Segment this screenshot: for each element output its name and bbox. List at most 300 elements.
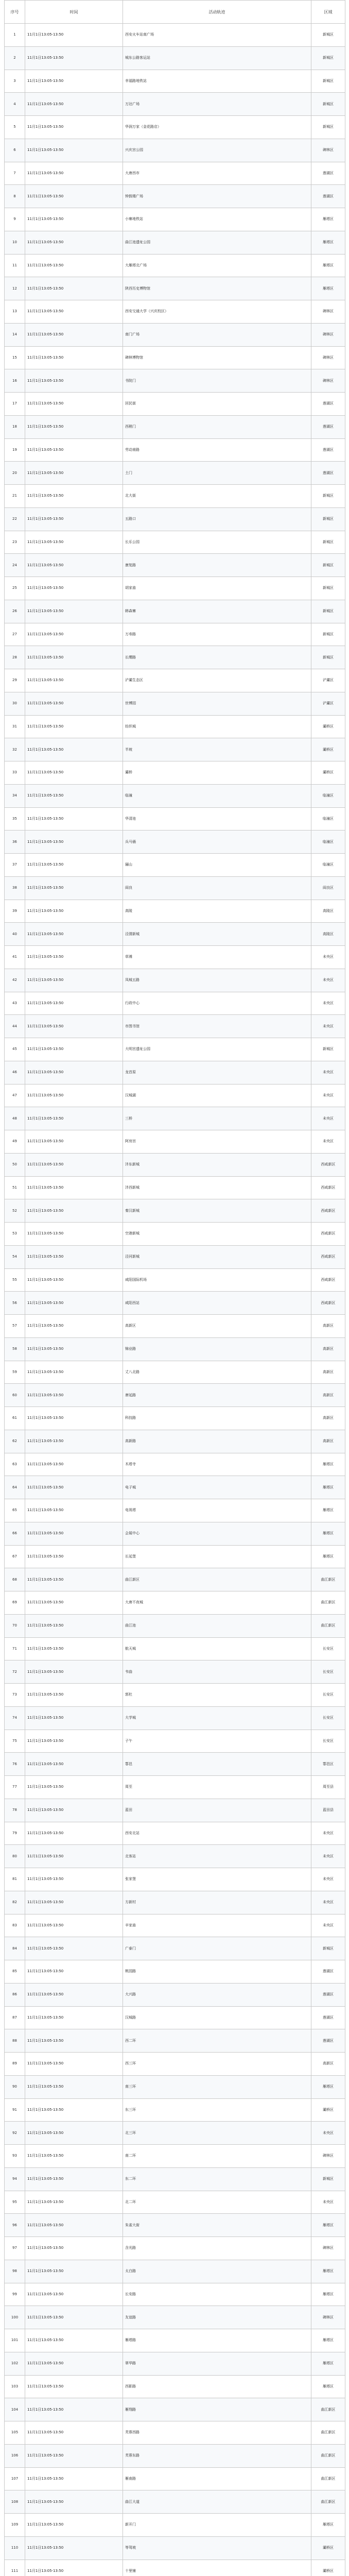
cell-trajectory: 大兴路	[123, 1983, 311, 2006]
table-row	[5, 992, 345, 1015]
cell-time: 11月1日13:05-13:50	[25, 2237, 123, 2260]
table-row	[5, 46, 345, 70]
cell-district: 雁塔区	[311, 2375, 345, 2398]
table-row	[5, 1223, 345, 1246]
cell-index: 32	[5, 738, 25, 761]
cell-time: 11月1日13:05-13:50	[25, 1430, 123, 1453]
table-row	[5, 923, 345, 946]
table-row	[5, 185, 345, 208]
cell-index: 98	[5, 2260, 25, 2283]
cell-trajectory: 西安北站	[123, 1822, 311, 1845]
cell-index: 99	[5, 2283, 25, 2306]
table-row	[5, 600, 345, 623]
cell-index: 111	[5, 2560, 25, 2576]
cell-trajectory: 长缨路	[123, 646, 311, 669]
cell-index: 86	[5, 1983, 25, 2006]
cell-trajectory: 幸福路地铁站	[123, 70, 311, 93]
table-row	[5, 900, 345, 923]
cell-district: 新城区	[311, 600, 345, 623]
cell-trajectory: 南三环	[123, 2075, 311, 2098]
cell-time: 11月1日13:05-13:50	[25, 346, 123, 369]
cell-index: 25	[5, 577, 25, 600]
cell-district: 碑林区	[311, 2306, 345, 2329]
cell-index: 38	[5, 876, 25, 900]
table-row	[5, 1614, 345, 1637]
table-row	[5, 854, 345, 877]
cell-index: 29	[5, 669, 25, 692]
cell-district: 高新区	[311, 1430, 345, 1453]
cell-time: 11月1日13:05-13:50	[25, 208, 123, 231]
cell-index: 85	[5, 1960, 25, 1984]
cell-trajectory: 临潼	[123, 784, 311, 807]
cell-trajectory: 万达广场	[123, 93, 311, 116]
cell-time: 11月1日13:05-13:50	[25, 1384, 123, 1407]
cell-district: 高新区	[311, 2053, 345, 2076]
cell-trajectory: 曲江池	[123, 1614, 311, 1637]
cell-trajectory: 高新区	[123, 1315, 311, 1338]
cell-time: 11月1日13:05-13:50	[25, 946, 123, 969]
cell-district: 未央区	[311, 1084, 345, 1107]
table-row	[5, 393, 345, 416]
cell-trajectory: 友谊路	[123, 2306, 311, 2329]
table-row	[5, 1706, 345, 1730]
cell-index: 101	[5, 2329, 25, 2352]
cell-district: 雁塔区	[311, 2075, 345, 2098]
cell-index: 41	[5, 946, 25, 969]
table-row	[5, 162, 345, 185]
table-row	[5, 2514, 345, 2537]
cell-time: 11月1日13:05-13:50	[25, 623, 123, 646]
table-row	[5, 1845, 345, 1868]
cell-district: 曲江新区	[311, 2421, 345, 2445]
cell-time: 11月1日13:05-13:50	[25, 185, 123, 208]
table-row	[5, 346, 345, 369]
cell-index: 76	[5, 1753, 25, 1776]
cell-time: 11月1日13:05-13:50	[25, 1660, 123, 1684]
cell-district: 临潼区	[311, 784, 345, 807]
table-row	[5, 831, 345, 854]
cell-trajectory: 韦曲	[123, 1660, 311, 1684]
cell-time: 11月1日13:05-13:50	[25, 784, 123, 807]
cell-district: 碑林区	[311, 139, 345, 162]
cell-district: 高陵区	[311, 900, 345, 923]
table-row	[5, 2398, 345, 2421]
cell-district: 未央区	[311, 1891, 345, 1914]
cell-time: 11月1日13:05-13:50	[25, 2514, 123, 2537]
cell-trajectory: 翠华路	[123, 2352, 311, 2375]
cell-time: 11月1日13:05-13:50	[25, 2145, 123, 2168]
table-row	[5, 1038, 345, 1061]
cell-trajectory: 大学城	[123, 1706, 311, 1730]
cell-time: 11月1日13:05-13:50	[25, 2029, 123, 2053]
cell-time: 11月1日13:05-13:50	[25, 162, 123, 185]
cell-district: 西咸新区	[311, 1245, 345, 1268]
cell-index: 52	[5, 1199, 25, 1223]
cell-district: 西咸新区	[311, 1223, 345, 1246]
cell-district: 雁塔区	[311, 1522, 345, 1545]
cell-district: 曲江新区	[311, 1591, 345, 1615]
cell-index: 17	[5, 393, 25, 416]
cell-index: 28	[5, 646, 25, 669]
table-row	[5, 231, 345, 254]
table-row	[5, 139, 345, 162]
cell-district: 未央区	[311, 1015, 345, 1038]
cell-district: 新城区	[311, 531, 345, 554]
cell-index: 21	[5, 485, 25, 508]
cell-time: 11月1日13:05-13:50	[25, 577, 123, 600]
cell-district: 西咸新区	[311, 1176, 345, 1199]
cell-index: 33	[5, 761, 25, 785]
cell-time: 11月1日13:05-13:50	[25, 1337, 123, 1361]
cell-district: 未央区	[311, 992, 345, 1015]
cell-district: 西咸新区	[311, 1199, 345, 1223]
cell-trajectory: 西稍门	[123, 415, 311, 438]
cell-district: 曲江新区	[311, 2444, 345, 2467]
cell-time: 11月1日13:05-13:50	[25, 1983, 123, 2006]
cell-trajectory: 北三环	[123, 2122, 311, 2145]
cell-index: 59	[5, 1361, 25, 1384]
cell-time: 11月1日13:05-13:50	[25, 116, 123, 139]
cell-trajectory: 五路口	[123, 507, 311, 531]
cell-district: 莲湖区	[311, 1983, 345, 2006]
cell-time: 11月1日13:05-13:50	[25, 1614, 123, 1637]
cell-time: 11月1日13:05-13:50	[25, 1730, 123, 1753]
cell-index: 67	[5, 1545, 25, 1568]
cell-district: 新城区	[311, 1937, 345, 1960]
cell-trajectory: 市图书馆	[123, 1015, 311, 1038]
cell-trajectory: 电视塔	[123, 1499, 311, 1522]
cell-trajectory: 大明宫遗址公园	[123, 1038, 311, 1061]
cell-district: 高陵区	[311, 923, 345, 946]
cell-trajectory: 长乐公园	[123, 531, 311, 554]
table-row	[5, 1822, 345, 1845]
cell-trajectory: 新开门	[123, 2514, 311, 2537]
cell-time: 11月1日13:05-13:50	[25, 2398, 123, 2421]
table-row	[5, 1868, 345, 1891]
cell-district: 高新区	[311, 1361, 345, 1384]
cell-trajectory: 兴庆宫公园	[123, 139, 311, 162]
cell-time: 11月1日13:05-13:50	[25, 992, 123, 1015]
table-row	[5, 1245, 345, 1268]
cell-index: 45	[5, 1038, 25, 1061]
cell-trajectory: 唐延路	[123, 1384, 311, 1407]
cell-time: 11月1日13:05-13:50	[25, 1545, 123, 1568]
cell-index: 11	[5, 254, 25, 277]
cell-index: 57	[5, 1315, 25, 1338]
cell-time: 11月1日13:05-13:50	[25, 24, 123, 47]
cell-index: 26	[5, 600, 25, 623]
cell-time: 11月1日13:05-13:50	[25, 1084, 123, 1107]
table-row	[5, 1476, 345, 1499]
cell-time: 11月1日13:05-13:50	[25, 2214, 123, 2237]
cell-district: 曲江新区	[311, 2398, 345, 2421]
table-row	[5, 2098, 345, 2122]
cell-trajectory: 行政中心	[123, 992, 311, 1015]
cell-index: 18	[5, 415, 25, 438]
cell-time: 11月1日13:05-13:50	[25, 876, 123, 900]
cell-index: 92	[5, 2122, 25, 2145]
table-row	[5, 715, 345, 738]
cell-time: 11月1日13:05-13:50	[25, 715, 123, 738]
cell-index: 13	[5, 300, 25, 324]
cell-trajectory: 骊山	[123, 854, 311, 877]
cell-trajectory: 西安交通大学（兴庆校区）	[123, 300, 311, 324]
cell-trajectory: 灞桥	[123, 761, 311, 785]
cell-district: 碑林区	[311, 369, 345, 393]
cell-district: 西咸新区	[311, 1268, 345, 1292]
table-row	[5, 2283, 345, 2306]
cell-time: 11月1日13:05-13:50	[25, 761, 123, 785]
table-row	[5, 761, 345, 785]
table-row	[5, 2237, 345, 2260]
cell-trajectory: 北客站	[123, 1845, 311, 1868]
cell-district: 高新区	[311, 1407, 345, 1430]
cell-trajectory: 芙蓉东路	[123, 2444, 311, 2467]
cell-time: 11月1日13:05-13:50	[25, 1223, 123, 1246]
cell-trajectory: 北大街	[123, 485, 311, 508]
cell-trajectory: 蓝田	[123, 1799, 311, 1822]
cell-time: 11月1日13:05-13:50	[25, 600, 123, 623]
table-row	[5, 1522, 345, 1545]
cell-trajectory: 曲江池遗址公园	[123, 231, 311, 254]
cell-index: 35	[5, 807, 25, 831]
table-row	[5, 1153, 345, 1176]
table-row	[5, 2444, 345, 2467]
cell-district: 灞桥区	[311, 2536, 345, 2560]
cell-index: 71	[5, 1637, 25, 1660]
cell-index: 43	[5, 992, 25, 1015]
cell-index: 106	[5, 2444, 25, 2467]
cell-index: 75	[5, 1730, 25, 1753]
cell-district: 新城区	[311, 1038, 345, 1061]
cell-district: 未央区	[311, 969, 345, 992]
cell-trajectory: 方新村	[123, 1891, 311, 1914]
cell-index: 50	[5, 1153, 25, 1176]
cell-trajectory: 龙首原	[123, 1061, 311, 1084]
cell-index: 104	[5, 2398, 25, 2421]
cell-index: 42	[5, 969, 25, 992]
table-row	[5, 2467, 345, 2490]
cell-district: 未央区	[311, 1061, 345, 1084]
cell-time: 11月1日13:05-13:50	[25, 2283, 123, 2306]
cell-time: 11月1日13:05-13:50	[25, 93, 123, 116]
cell-trajectory: 长延堡	[123, 1545, 311, 1568]
table-row	[5, 116, 345, 139]
table-row	[5, 300, 345, 324]
cell-index: 102	[5, 2352, 25, 2375]
cell-district: 长安区	[311, 1706, 345, 1730]
cell-index: 81	[5, 1868, 25, 1891]
cell-district: 曲江新区	[311, 1568, 345, 1591]
cell-district: 莲湖区	[311, 2029, 345, 2053]
table-row	[5, 554, 345, 577]
cell-time: 11月1日13:05-13:50	[25, 1292, 123, 1315]
table-row	[5, 1983, 345, 2006]
cell-district: 曲江新区	[311, 1614, 345, 1637]
cell-index: 65	[5, 1499, 25, 1522]
cell-time: 11月1日13:05-13:50	[25, 277, 123, 300]
table-row	[5, 2352, 345, 2375]
cell-index: 95	[5, 2191, 25, 2214]
cell-trajectory: 电子城	[123, 1476, 311, 1499]
cell-time: 11月1日13:05-13:50	[25, 807, 123, 831]
table-row	[5, 1430, 345, 1453]
cell-index: 82	[5, 1891, 25, 1914]
cell-index: 58	[5, 1337, 25, 1361]
cell-index: 69	[5, 1591, 25, 1615]
cell-district: 雁塔区	[311, 1499, 345, 1522]
table-row	[5, 24, 345, 47]
cell-trajectory: 汉城路	[123, 2006, 311, 2029]
cell-index: 46	[5, 1061, 25, 1084]
cell-time: 11月1日13:05-13:50	[25, 1153, 123, 1176]
table-row	[5, 2421, 345, 2445]
cell-index: 3	[5, 70, 25, 93]
cell-index: 22	[5, 507, 25, 531]
cell-trajectory: 华清池	[123, 807, 311, 831]
cell-district: 雁塔区	[311, 1545, 345, 1568]
cell-trajectory: 含光路	[123, 2237, 311, 2260]
table-row	[5, 2006, 345, 2029]
table-row	[5, 2075, 345, 2098]
cell-district: 莲湖区	[311, 2006, 345, 2029]
cell-district: 新城区	[311, 577, 345, 600]
cell-time: 11月1日13:05-13:50	[25, 1568, 123, 1591]
table-row	[5, 2145, 345, 2168]
cell-index: 48	[5, 1107, 25, 1130]
table-row	[5, 1337, 345, 1361]
cell-trajectory: 浐灞生态区	[123, 669, 311, 692]
cell-district: 高新区	[311, 1337, 345, 1361]
cell-district: 莲湖区	[311, 415, 345, 438]
cell-district: 雁塔区	[311, 254, 345, 277]
cell-time: 11月1日13:05-13:50	[25, 1637, 123, 1660]
cell-time: 11月1日13:05-13:50	[25, 2053, 123, 2076]
cell-time: 11月1日13:05-13:50	[25, 2490, 123, 2514]
cell-trajectory: 桃园路	[123, 1960, 311, 1984]
cell-district: 新城区	[311, 93, 345, 116]
cell-trajectory: 芙蓉西路	[123, 2421, 311, 2445]
cell-time: 11月1日13:05-13:50	[25, 1268, 123, 1292]
cell-trajectory: 东二环	[123, 2167, 311, 2191]
table-row	[5, 1384, 345, 1407]
table-row	[5, 2306, 345, 2329]
table-row	[5, 2375, 345, 2398]
cell-district: 碑林区	[311, 346, 345, 369]
cell-index: 80	[5, 1845, 25, 1868]
cell-district: 碑林区	[311, 2145, 345, 2168]
cell-time: 11月1日13:05-13:50	[25, 854, 123, 877]
table-row	[5, 208, 345, 231]
cell-time: 11月1日13:05-13:50	[25, 2306, 123, 2329]
cell-index: 5	[5, 116, 25, 139]
cell-index: 109	[5, 2514, 25, 2537]
table-row	[5, 692, 345, 715]
cell-index: 64	[5, 1476, 25, 1499]
cell-index: 100	[5, 2306, 25, 2329]
cell-index: 74	[5, 1706, 25, 1730]
cell-time: 11月1日13:05-13:50	[25, 231, 123, 254]
cell-trajectory: 南门广场	[123, 323, 311, 346]
cell-index: 79	[5, 1822, 25, 1845]
cell-trajectory: 万寿路	[123, 623, 311, 646]
cell-trajectory: 胡家庙	[123, 577, 311, 600]
cell-trajectory: 阿房宫	[123, 1130, 311, 1154]
cell-trajectory: 城东公路客运站	[123, 46, 311, 70]
table-row	[5, 1637, 345, 1660]
cell-time: 11月1日13:05-13:50	[25, 531, 123, 554]
cell-time: 11月1日13:05-13:50	[25, 462, 123, 485]
cell-time: 11月1日13:05-13:50	[25, 254, 123, 277]
table-row	[5, 1107, 345, 1130]
cell-time: 11月1日13:05-13:50	[25, 1061, 123, 1084]
cell-time: 11月1日13:05-13:50	[25, 669, 123, 692]
cell-time: 11月1日13:05-13:50	[25, 1107, 123, 1130]
table-row	[5, 2329, 345, 2352]
cell-trajectory: 大雁塔北广场	[123, 254, 311, 277]
table-row	[5, 1960, 345, 1984]
cell-time: 11月1日13:05-13:50	[25, 1199, 123, 1223]
cell-time: 11月1日13:05-13:50	[25, 393, 123, 416]
cell-district: 浐灞区	[311, 669, 345, 692]
cell-index: 53	[5, 1223, 25, 1246]
cell-trajectory: 会展中心	[123, 1522, 311, 1545]
cell-trajectory: 汉城湖	[123, 1084, 311, 1107]
cell-index: 93	[5, 2145, 25, 2168]
cell-index: 87	[5, 2006, 25, 2029]
cell-time: 11月1日13:05-13:50	[25, 900, 123, 923]
cell-trajectory: 西安火车站南广场	[123, 24, 311, 47]
cell-trajectory: 张家堡	[123, 1868, 311, 1891]
table-row	[5, 2167, 345, 2191]
cell-trajectory: 航天城	[123, 1637, 311, 1660]
cell-district: 未央区	[311, 2122, 345, 2145]
table-row	[5, 1776, 345, 1799]
cell-trajectory: 广泰门	[123, 1937, 311, 1960]
cell-index: 6	[5, 139, 25, 162]
table-row	[5, 462, 345, 485]
cell-index: 97	[5, 2237, 25, 2260]
cell-trajectory: 劳动南路	[123, 438, 311, 462]
cell-trajectory: 咸阳国际机场	[123, 1268, 311, 1292]
cell-trajectory: 郭杜	[123, 1684, 311, 1707]
cell-district: 新城区	[311, 485, 345, 508]
cell-trajectory: 小寨地铁站	[123, 208, 311, 231]
cell-trajectory: 雁塔路	[123, 2329, 311, 2352]
table-row	[5, 646, 345, 669]
cell-time: 11月1日13:05-13:50	[25, 70, 123, 93]
cell-time: 11月1日13:05-13:50	[25, 1891, 123, 1914]
table-row	[5, 1799, 345, 1822]
cell-time: 11月1日13:05-13:50	[25, 1868, 123, 1891]
cell-district: 临潼区	[311, 831, 345, 854]
cell-time: 11月1日13:05-13:50	[25, 1845, 123, 1868]
cell-trajectory: 三桥	[123, 1107, 311, 1130]
header-index: 序号	[5, 1, 25, 24]
table-row	[5, 1568, 345, 1591]
table-row	[5, 784, 345, 807]
cell-district: 莲湖区	[311, 185, 345, 208]
table-header-row	[5, 1, 345, 24]
table-row	[5, 277, 345, 300]
cell-district: 未央区	[311, 1107, 345, 1130]
cell-district: 未央区	[311, 1845, 345, 1868]
table-row	[5, 876, 345, 900]
cell-index: 55	[5, 1268, 25, 1292]
cell-district: 莲湖区	[311, 438, 345, 462]
table-row	[5, 1084, 345, 1107]
table-row	[5, 969, 345, 992]
